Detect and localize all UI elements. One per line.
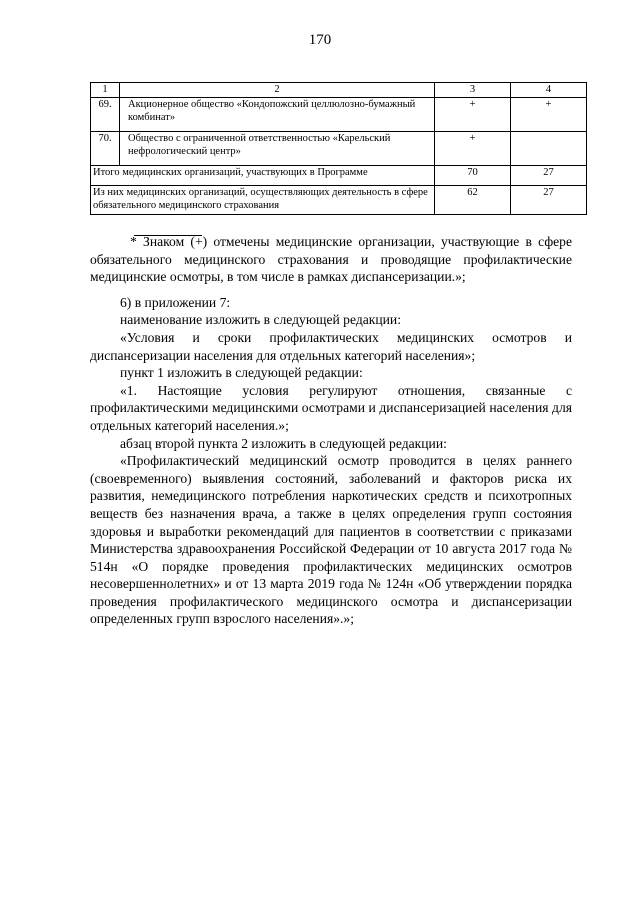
organizations-table — [90, 82, 587, 215]
total-label: Итого медицинских организаций, участвующих в Программе — [91, 166, 435, 186]
table-row — [91, 98, 587, 132]
column-header: 3 — [435, 83, 511, 98]
cell-col3: + — [435, 98, 511, 132]
column-header: 1 — [91, 83, 120, 98]
oms-label: Из них медицинских организаций, осуществляющих деятельность в сфере обязательного медицинского страхования — [91, 186, 435, 215]
paragraph-appendix-7: 6) в приложении 7: — [120, 294, 231, 310]
footnote-text: * Знаком (+) отмечены медицинские организации, участвующие в сфере обязательного медицинского страхования и проводящие профилактические медицинские осмотры, в том числе в рамках диспансеризации.»; — [90, 234, 572, 285]
cell-col3: + — [435, 132, 511, 166]
paragraph-new-title: «Условия и сроки профилактических медицинских осмотров и диспансеризации населения для отдельных категорий населения»; — [90, 329, 572, 363]
oms-row — [91, 186, 587, 215]
total-col4: 27 — [511, 166, 587, 186]
row-number: 70. — [91, 132, 120, 166]
paragraph-point-1-text: «1. Настоящие условия регулируют отношения, связанные с профилактическими медицинскими осмотрами и диспансеризацией населения для отдельных категорий населения.»; — [90, 382, 572, 433]
paragraph-point-2-text: «Профилактический медицинский осмотр проводится в целях раннего (своевременного) выявления состояний, заболеваний и факторов риска их развития, немедицинского потребления наркотических средств и психотропных веществ без назначения врача, а также в целях определения групп состояния здоровья и выработки рекомендаций для пациентов в соответствии с приказами Министерства здравоохранения Российской Федерации от 10 августа 2017 года № 514н «О порядке проведения профилактических медицинских осмотров несовершеннолетних» и от 13 марта 2019 года № 124н «Об утверждении порядка проведения профилактического медицинского осмотра и диспансеризации определенных групп взрослого населения».»; — [90, 453, 572, 627]
oms-col4: 27 — [511, 186, 587, 215]
organization-name: Общество с ограниченной ответственностью «Карельский нефрологический центр» — [120, 132, 435, 166]
paragraph-point-1-edit: пункт 1 изложить в следующей редакции: — [120, 365, 363, 381]
paragraph-point-2-edit: абзац второй пункта 2 изложить в следующей редакции: — [120, 435, 447, 451]
document-body — [90, 233, 572, 628]
paragraph-name-edit: наименование изложить в следующей редакции: — [120, 312, 401, 328]
table-header-row — [91, 83, 587, 98]
organization-name: Акционерное общество «Кондопожский целлюлозно-бумажный комбинат» — [120, 98, 435, 132]
page-number: 170 — [308, 32, 332, 48]
column-header: 4 — [511, 83, 587, 98]
table-row — [91, 132, 587, 166]
total-col3: 70 — [435, 166, 511, 186]
row-number: 69. — [91, 98, 120, 132]
column-header: 2 — [120, 83, 435, 98]
total-row — [91, 166, 587, 186]
cell-col4: + — [511, 98, 587, 132]
cell-col4 — [511, 132, 587, 166]
oms-col3: 62 — [435, 186, 511, 215]
